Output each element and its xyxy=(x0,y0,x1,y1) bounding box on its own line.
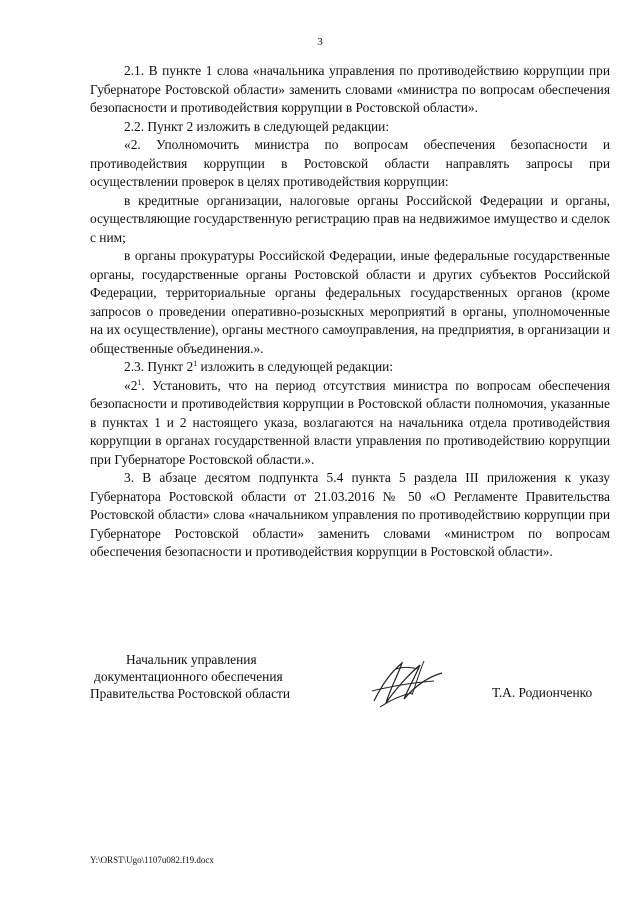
paragraph-2-2-item-2: «2. Уполномочить министра по вопросам обеспечения безопасности и противодействия коррупции в Ростовской области направлять запросы при осуществлении проверок в целях противодействия коррупции: xyxy=(90,137,610,189)
superscript-1: 1 xyxy=(193,359,198,368)
paragraph-2-3-text-after: . Установить, что на период отсутствия министра по вопросам обеспечения безопасности и противодействия коррупции в Ростовской области полномочия, указанные в пунктах 1 и 2 настоящего указа, возлагаются на начальника отдела противодействия коррупции в органах государственной власти управления по противодействию коррупции при Губернаторе Ростовской области.». xyxy=(90,377,610,467)
paragraph-2-3 xyxy=(90,358,610,377)
paragraph-2-3-text-before: «2 xyxy=(124,377,138,393)
paragraph-2-3-before: 2.3. Пункт 2 xyxy=(124,359,194,374)
document-body xyxy=(90,62,610,562)
paragraph-2-2: 2.2. Пункт 2 изложить в следующей редакции: xyxy=(124,118,390,134)
signature-title-block xyxy=(90,651,350,702)
paragraph-3: 3. В абзаце десятом подпункта 5.4 пункта 5 раздела III приложения к указу Губернатора Ростовской области от 21.03.2016 № 50 «О Регламенте Правительства Ростовской области» слова «начальником управления по противодействию коррупции при Губернаторе Ростовской области» заменить словами «министром по вопросам обеспечения безопасности и противодействия коррупции в Ростовской области». xyxy=(90,470,610,559)
signer-title-line-3: Правительства Ростовской области xyxy=(90,686,291,701)
handwritten-signature xyxy=(368,655,448,713)
paragraph-prosecution-bodies: в органы прокуратуры Российской Федерации, иные федеральные государственные органы, государственные органы Ростовской области и других субъектов Российской Федерации, территориальные органы федеральных государственных органов (кроме запросов о проведении оперативно-розыскных мероприятий в органы, уполномоченные на их осуществление), органы местного самоуправления, на предприятия, в организации и общественные объединения.». xyxy=(90,248,610,356)
signer-title-line-2: документационного обеспечения xyxy=(94,669,283,684)
signer-name: Т.А. Родионченко xyxy=(492,685,593,700)
footer-file-path: Y:\ORST\Ugo\1107u082.f19.docx xyxy=(90,855,214,865)
page-number: 3 xyxy=(317,36,323,48)
paragraph-2-3-after: изложить в следующей редакции: xyxy=(197,359,394,374)
signer-title-line-1: Начальник управления xyxy=(126,652,257,667)
paragraph-2-1: 2.1. В пункте 1 слова «начальника управления по противодействию коррупции при Губернаторе Ростовской области» заменить словами «министра по вопросам обеспечения безопасности и противодействия коррупции в Ростовской области». xyxy=(90,63,610,115)
paragraph-credit-organizations: в кредитные организации, налоговые органы Российской Федерации и органы, осуществляющие государственную регистрацию прав на недвижимое имущество и сделок с ним; xyxy=(90,192,610,245)
paragraph-2-3-text xyxy=(90,377,610,470)
superscript-1: 1 xyxy=(137,377,142,387)
